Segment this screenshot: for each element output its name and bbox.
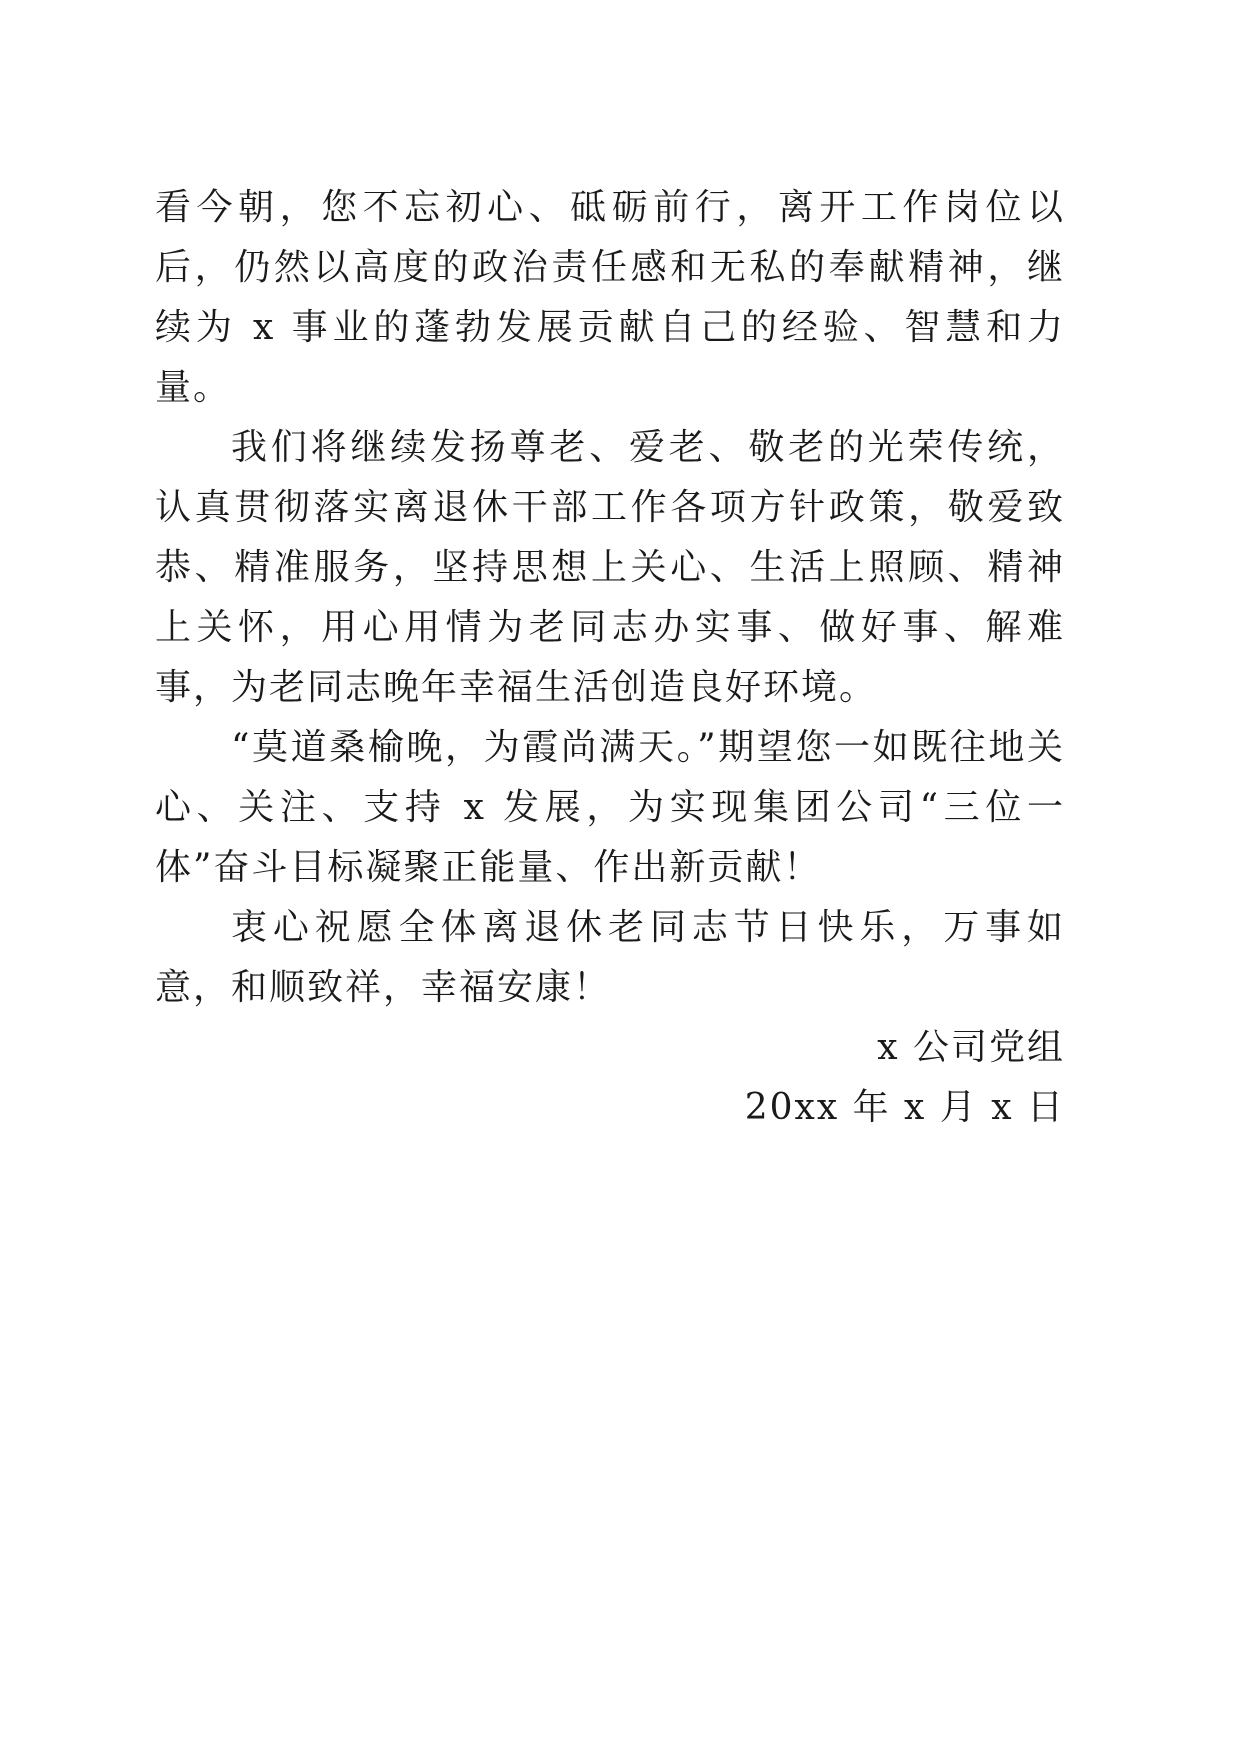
paragraph-3: “莫道桑榆晚，为霞尚满天。”期望您一如既往地关心、关注、支持 x 发展，为实现集团公司“三位一体”奋斗目标凝聚正能量、作出新贡献！ (155, 727, 1065, 888)
paragraph-2: 我们将继续发扬尊老、爱老、敬老的光荣传统，认真贯彻落实离退休干部工作各项方针政策，敬爱致恭、精准服务，坚持思想上关心、生活上照顾、精神上关怀，用心用情为老同志办实事、做好事、解难事，为老同志晚年幸福生活创造良好环境。 (155, 427, 1065, 708)
signature-date: 20xx 年 x 月 x 日 (744, 1087, 1065, 1128)
paragraph-4: 衷心祝愿全体离退休老同志节日快乐，万事如意，和顺致祥，幸福安康！ (155, 907, 1065, 1008)
paragraph-1: 看今朝，您不忘初心、砥砺前行，离开工作岗位以后，仍然以高度的政治责任感和无私的奉献精神，继续为 x 事业的蓬勃发展贡献自己的经验、智慧和力量。 (155, 187, 1065, 408)
signature-organization: x 公司党组 (877, 1027, 1065, 1068)
letter-body (155, 178, 1065, 1138)
